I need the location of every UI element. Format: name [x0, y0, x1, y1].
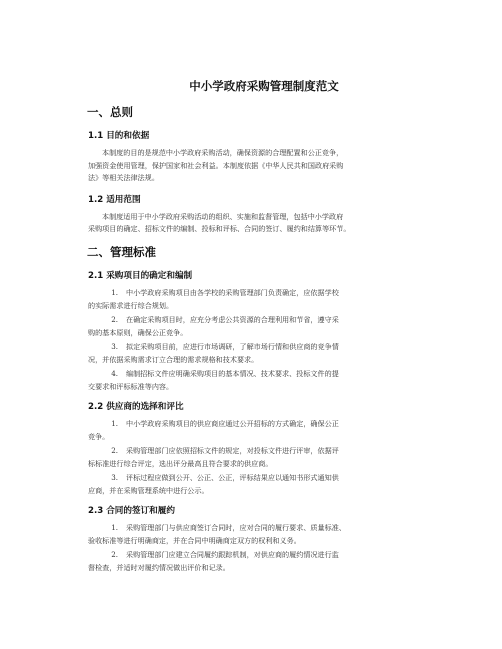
list-item-continuation	[88, 354, 440, 367]
list-item-number: 2.	[111, 445, 118, 455]
list-item-number: 4.	[111, 368, 118, 378]
list-item-number: 2.	[111, 314, 118, 324]
list-item-line: 编制招标文件应明确采购项目的基本情况、技术要求、投标文件的提	[126, 368, 339, 378]
list-item-continuation	[88, 535, 440, 548]
list-item-text	[126, 287, 440, 300]
section-heading-standards: 二、管理标准	[87, 244, 156, 259]
list-item-text	[126, 522, 440, 535]
list-item-text	[126, 341, 440, 354]
list-item	[88, 522, 440, 535]
list-item-line: 验收标准等进行明确商定，并在合同中明确商定双方的权利和义务。	[88, 536, 301, 545]
list-item-number: 1.	[111, 418, 118, 428]
list-item-text	[126, 472, 440, 485]
list-item-line: 的实际需求进行综合规划。	[88, 301, 174, 310]
list-item	[88, 287, 440, 300]
subsection-heading-project-definition: 2.1 采购项目的确定和编制	[88, 270, 193, 281]
list-contract	[88, 522, 440, 575]
list-item-continuation	[88, 485, 440, 498]
list-item-text	[126, 368, 440, 381]
list-item	[88, 314, 440, 327]
list-item-line: 应商，并在采购管理系统中进行公示。	[88, 486, 209, 495]
list-item-continuation	[88, 300, 440, 313]
list-item	[88, 472, 440, 485]
list-item-continuation	[88, 458, 440, 471]
list-item	[88, 368, 440, 381]
list-item-text	[126, 418, 440, 431]
list-item-line: 拟定采购项目前，应进行市场调研，了解市场行情和供应商的竞争情	[126, 341, 339, 351]
document-title: 中小学政府采购管理制度范文	[189, 79, 339, 93]
list-item-continuation	[88, 431, 440, 444]
list-item-line: 在确定采购项目时，应充分考虑公共资源的合理利用和节省，遵守采	[126, 314, 339, 324]
list-item-number: 3.	[111, 472, 118, 482]
list-item-continuation	[88, 562, 440, 575]
list-item	[88, 445, 440, 458]
list-item-line: 督检查，并适时对履约情况做出评价和记录。	[88, 563, 230, 572]
list-item	[88, 341, 440, 354]
list-item-line: 中小学政府采购项目由各学校的采购管理部门负责确定，应依据学校	[126, 287, 339, 297]
subsection-heading-supplier-selection: 2.2 供应商的选择和评比	[88, 401, 184, 412]
list-supplier-selection	[88, 418, 440, 498]
list-project-definition	[88, 287, 440, 394]
paragraph-line: 加强资金使用管理，保护国家和社会利益。本制度依据《中华人民共和国政府采购	[88, 160, 344, 170]
list-item-line: 采购管理部门应依照招标文件的规定，对投标文件进行评审，依据评	[126, 445, 339, 455]
paragraph-line: 本制度适用于中小学政府采购活动的组织、实施和监督管理，包括中小学政府	[102, 211, 344, 221]
subsection-heading-contract: 2.3 合同的签订和履约	[88, 505, 175, 516]
list-item-line: 购的基本原则，确保公正竞争。	[88, 328, 188, 337]
paragraph-scope	[88, 211, 440, 236]
list-item-line: 交要求和评标标准等内容。	[88, 382, 174, 391]
list-item-text	[126, 314, 440, 327]
list-item-line: 标标准进行综合评定，选出评分最高且符合要求的供应商。	[88, 459, 273, 468]
list-item-number: 2.	[111, 549, 118, 559]
list-item-continuation	[88, 327, 440, 340]
section-heading-general: 一、总则	[87, 105, 133, 119]
list-item	[88, 418, 440, 431]
subsection-heading-scope: 1.2 适用范围	[88, 194, 141, 205]
list-item-number: 3.	[111, 341, 118, 351]
paragraph-line: 本制度的目的是规范中小学政府采购活动，确保资源的合理配置和公正竞争，	[102, 148, 344, 157]
list-item-line: 竞争。	[88, 432, 110, 441]
subsection-heading-purpose: 1.1 目的和依据	[88, 131, 150, 141]
paragraph-line: 法》等相关法律法规。	[88, 173, 159, 182]
list-item-line: 评标过程应做到公开、公正、公正，评标结果应以通知书形式通知供	[126, 472, 339, 482]
list-item	[88, 549, 440, 562]
list-item-text	[126, 445, 440, 458]
paragraph-line: 采购项目的确定、招标文件的编制、投标和评标、合同的签订、履约和结算等环节。	[88, 224, 351, 233]
list-item-line: 况，并依据采购需求订立合理的需求规格和技术要求。	[88, 355, 259, 364]
list-item-number: 1.	[111, 522, 118, 532]
paragraph-purpose	[88, 147, 440, 185]
list-item-line: 采购管理部门与供应商签订合同时，应对合同的履行要求、质量标准、	[126, 522, 346, 532]
list-item-number: 1.	[111, 287, 118, 297]
list-item-line: 采购管理部门应建立合同履约跟踪机制，对供应商的履约情况进行监	[126, 549, 339, 559]
list-item-continuation	[88, 381, 440, 394]
list-item-line: 中小学政府采购项目的供应商应通过公开招标的方式确定，确保公正	[126, 418, 339, 428]
list-item-text	[126, 549, 440, 562]
